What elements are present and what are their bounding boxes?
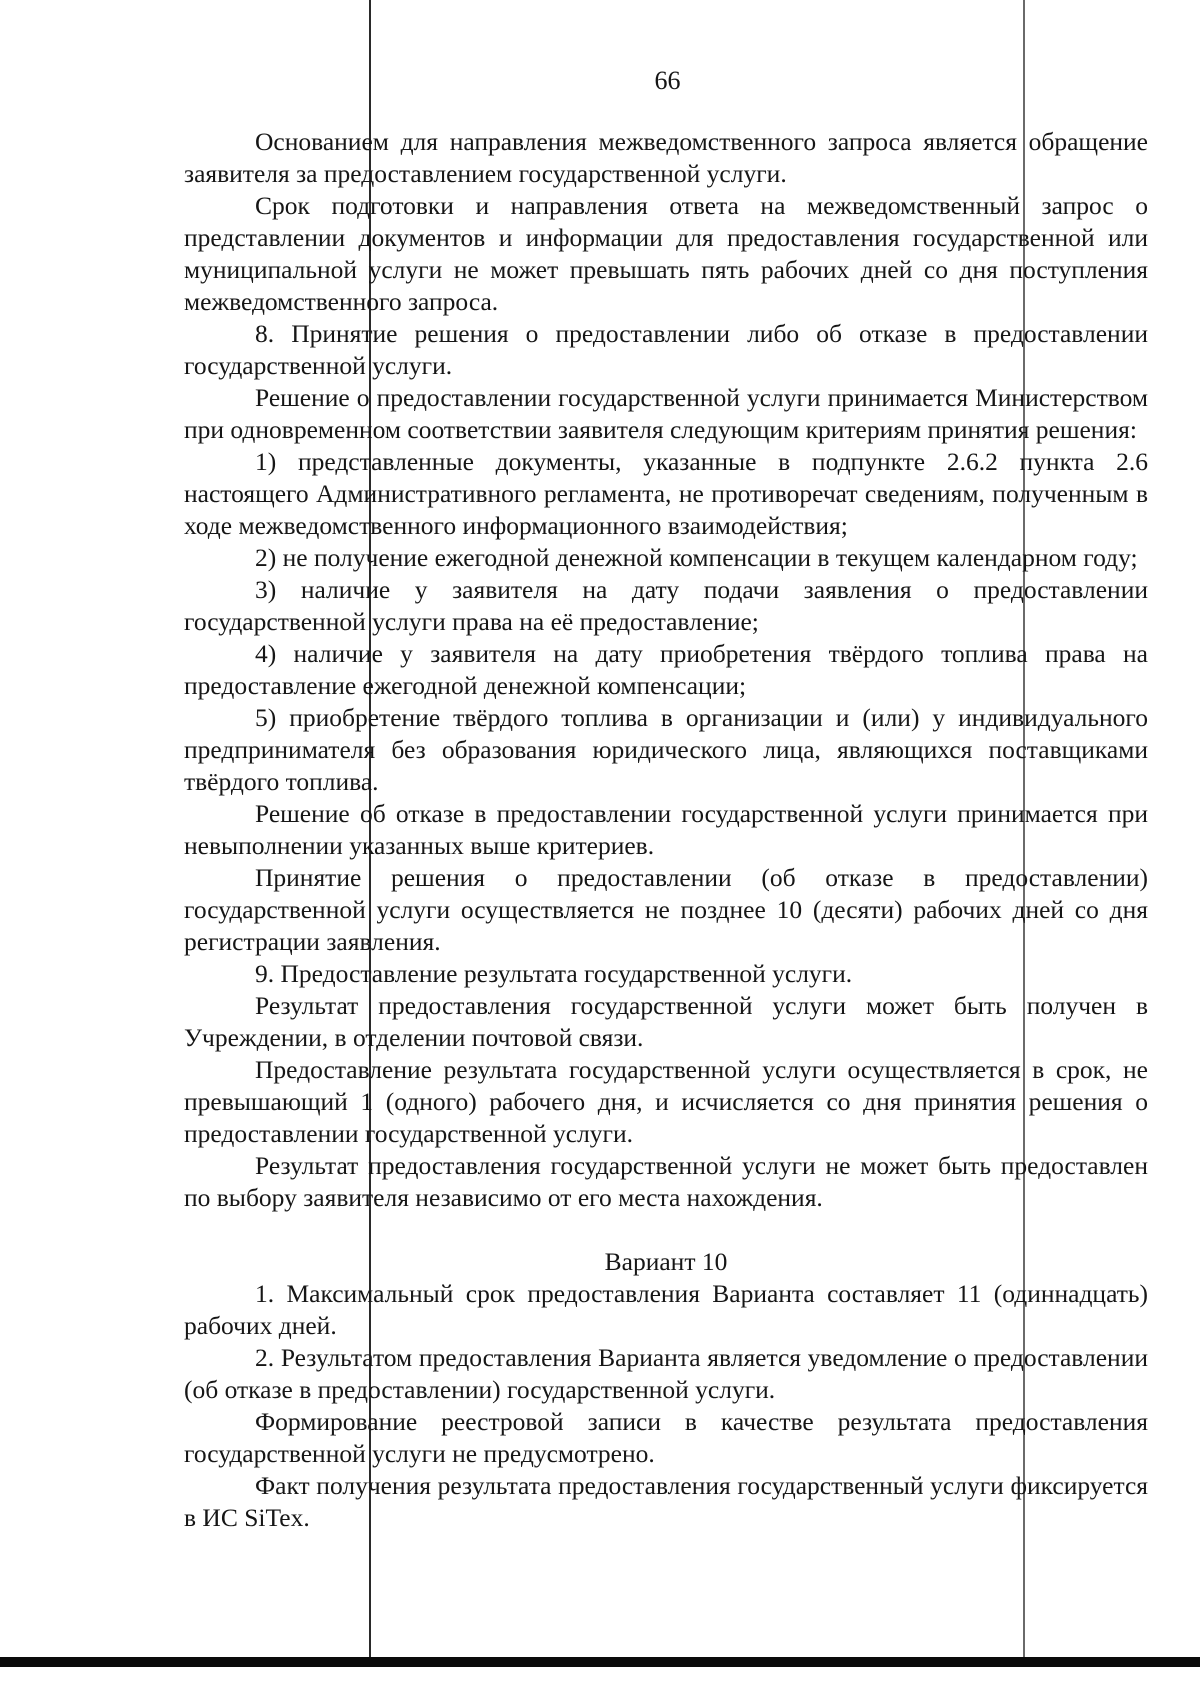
scan-bottom-border — [0, 1657, 1200, 1667]
paragraph: Факт получения результата предоставления государственный услуги фиксируется в ИС SiTex. — [184, 1471, 1148, 1532]
list-item: 4) наличие у заявителя на дату приобретения твёрдого топлива права на предоставление ежегодной денежной компенсации; — [184, 639, 1148, 700]
paragraph: Результат предоставления государственной услуги не может быть предоставлен по выбору заявителя независимо от его места нахождения. — [184, 1151, 1148, 1212]
page-number: 66 — [654, 66, 681, 95]
paragraph: Формирование реестровой записи в качестве результата предоставления государственной услуги не предусмотрено. — [184, 1407, 1148, 1468]
list-item: 1) представленные документы, указанные в подпункте 2.6.2 пункта 2.6 настоящего Административного регламента, не противоречат сведениям, полученным в ходе межведомственного информационного взаимодействия; — [184, 447, 1148, 540]
section-heading: Вариант 10 — [604, 1247, 728, 1276]
list-item: 3) наличие у заявителя на дату подачи заявления о предоставлении государственной услуги права на её предоставление; — [184, 575, 1148, 636]
paragraph: Основанием для направления межведомственного запроса является обращение заявителя за предоставлением государственной услуги. — [184, 127, 1148, 188]
list-item: 5) приобретение твёрдого топлива в организации и (или) у индивидуального предпринимателя без образования юридического лица, являющихся поставщиками твёрдого топлива. — [184, 703, 1148, 796]
paragraph: Решение об отказе в предоставлении государственной услуги принимается при невыполнении указанных выше критериев. — [184, 799, 1148, 860]
paragraph: 2. Результатом предоставления Варианта является уведомление о предоставлении (об отказе в предоставлении) государственной услуги. — [184, 1343, 1148, 1404]
document-body — [184, 126, 1148, 1534]
paragraph: Срок подготовки и направления ответа на межведомственный запрос о представлении документов и информации для предоставления государственной или муниципальной услуги не может превышать пять рабочих дней со дня поступления межведомственного запроса. — [184, 191, 1148, 316]
paragraph: Принятие решения о предоставлении (об отказе в предоставлении) государственной услуги осуществляется не позднее 10 (десяти) рабочих дней со дня регистрации заявления. — [184, 863, 1148, 956]
paragraph: 9. Предоставление результата государственной услуги. — [255, 959, 853, 988]
paragraph: 8. Принятие решения о предоставлении либо об отказе в предоставлении государственной услуги. — [184, 319, 1148, 380]
paragraph: Предоставление результата государственной услуги осуществляется в срок, не превышающий 1 (одного) рабочего дня, и исчисляется со дня принятия решения о предоставлении государственной услуги. — [184, 1055, 1148, 1148]
list-item: 2) не получение ежегодной денежной компенсации в текущем календарном году; — [255, 543, 1138, 572]
scan-bottom-margin — [0, 1667, 1200, 1694]
paragraph: Результат предоставления государственной услуги может быть получен в Учреждении, в отделении почтовой связи. — [184, 991, 1148, 1052]
paragraph: Решение о предоставлении государственной услуги принимается Министерством при одновременном соответствии заявителя следующим критериям принятия решения: — [184, 383, 1148, 444]
paragraph: 1. Максимальный срок предоставления Варианта составляет 11 (одиннадцать) рабочих дней. — [184, 1279, 1148, 1340]
